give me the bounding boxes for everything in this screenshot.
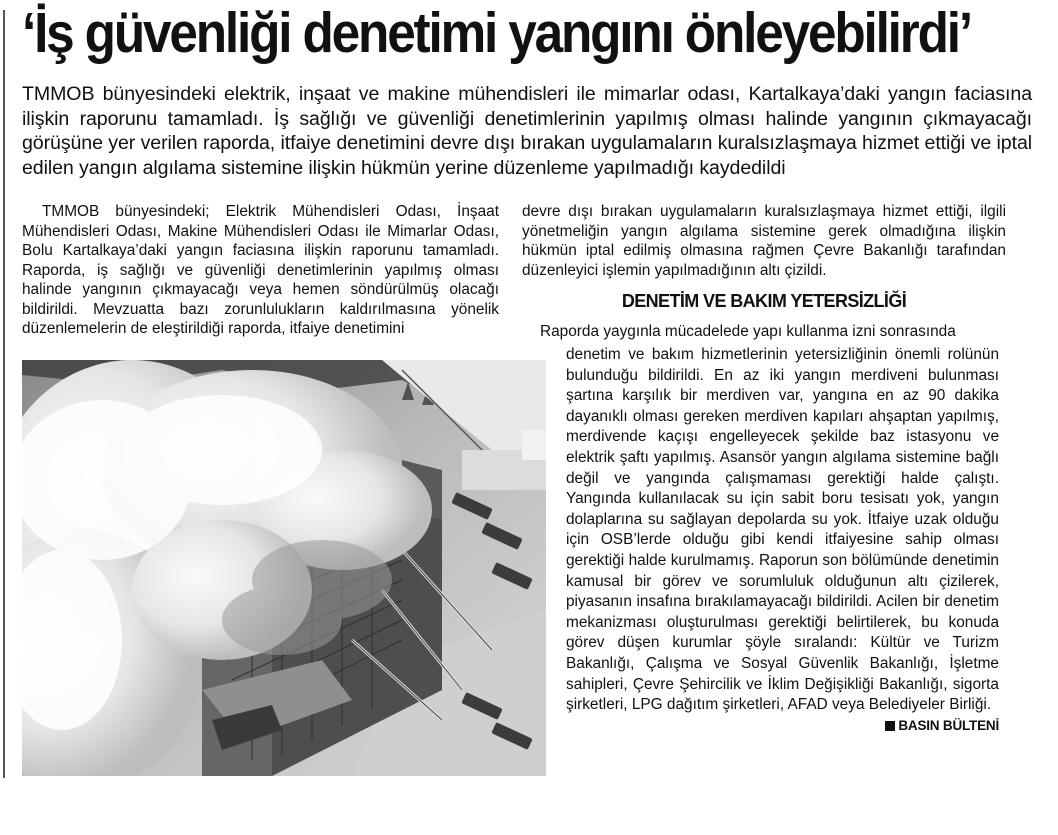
section-subheading: DENETİM VE BAKIM YETERSİZLİĞİ <box>621 291 907 311</box>
column-rule <box>3 10 5 778</box>
deck-summary: TMMOB bünyesindeki elektrik, inşaat ve makine mühendisleri ile mimarlar odası, Kartalkaya’daki yangın faciasına ilişkin raporunu tamamladı. İş sağlığı ve güvenliği denetimlerinin yapılmış olması halinde yangının çıkmayacağı görüşüne yer verilen raporda, itfaiye denetimini devre dışı bırakan uygulamaların kuralsızlaşmaya hizmet ettiği ve iptal edilen yangın algılama sistemine ilişkin hükmün yerine düzenleme yapılmadığı kaydedildi <box>22 83 1032 179</box>
fire-photo-illustration <box>22 360 546 776</box>
square-bullet-icon <box>885 721 895 731</box>
body-text-left <box>22 202 499 339</box>
body-text-right <box>566 345 999 736</box>
source-label: BASIN BÜLTENİ <box>898 717 999 733</box>
source-credit <box>885 716 999 737</box>
body-text-right-top: devre dışı bırakan uygulamaların kuralsızlaşmaya hizmet ettiği, ilgili yönetmeliğin yangın algılama sistemine gerek olmadığına ilişkin hükmün iptal edilmiş olmasına rağmen Çevre Bakanlığı tarafından düzenleyici işlemin yapılmadığının altı çizildi. <box>522 203 1006 279</box>
body-right-text: denetim ve bakım hizmetlerinin yetersizliğinin önemli rolünün bulunduğu bildirildi. En az iki yangın merdiveni bulunması şartına karşılık bir merdiven var, yangına en az 90 dakika dayanıklı olması gereken merdiven kapıları ahşaptan yapılmış, merdivende kaçışı engelleyecek şekilde baz istasyonu ve elektrik şaftı yapılmış. Asansör yangın algılama sistemine bağlı değil ve yangında çalışmaması gerektiği halde çalıştı. Yangında kullanılacak su için sabit boru tesisatı yok, yangın dolaplarına su sağlayan depolarda su yok. İtfaiye uzak olduğu için OSB’lerde olduğu gibi kendi itfaiyesine sahip olması gerektiği halde kurulmamış. Raporun son bölümünde denetimin kamusal bir görev ve sorumluluk olduğunun altı çizilerek, piyasanın insafına bırakılamayacağı bildirildi. Acilen bir denetim mekanizması oluşturulması gerektiği belirtilerek, bu konuda görev düşen kurumlar şöyle sıralandı: Kültür ve Turizm Bakanlığı, Çalışma ve Sosyal Güvenlik Bakanlığı, İşletme sahipleri, Çevre Şehircilik ve İklim Değişikliği Bakanlığı, sigorta şirketleri, LPG dağıtım şirketleri, AFAD veya Belediyeler Birliği. <box>566 346 999 714</box>
news-photo <box>22 360 546 776</box>
headline: ‘İş güvenliği denetimi yangını önleyebilirdi’ <box>22 1 971 65</box>
body-text-right-first-line: Raporda yaygınla mücadelede yapı kullanma izni sonrasında <box>540 323 956 340</box>
body-left-text: TMMOB bünyesindeki; Elektrik Mühendisleri Odası, İnşaat Mühendisleri Odası, Makine Mühendisleri Odası ile Mimarlar Odası, Bolu Kartalkaya’daki yangın faciasına ilişkin raporunu tamamladı. Raporda, iş sağlığı ve güvenliği denetimlerinin yapılmış olması halinde yangının çıkmayacağı veya hemen söndürülmüş olacağı bildirildi. Mevzuatta bazı zorunlulukların kaldırılmasına yönelik düzenlemelerin de eleştirildiği raporda, itfaiye denetimini <box>22 203 499 337</box>
